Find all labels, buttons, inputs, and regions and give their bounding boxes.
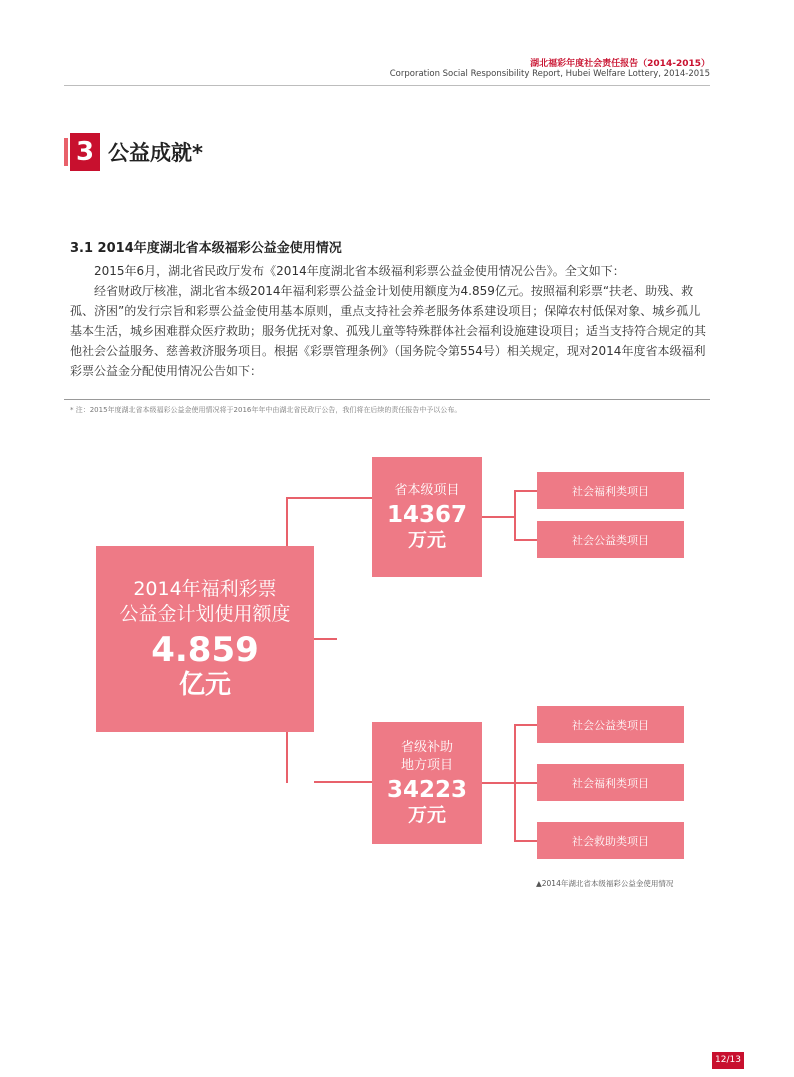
branch1-box (372, 457, 482, 577)
connector-branch2-item3 (514, 840, 537, 842)
branch2-box (372, 722, 482, 844)
connector-root-down (286, 732, 288, 783)
connector-branch2-item1 (514, 724, 537, 726)
branch1-item-public: 社会公益类项目 (537, 521, 684, 558)
connector-branch1-out (482, 516, 515, 518)
root-amount: 4.859 (151, 630, 259, 670)
section-accent-bar (64, 138, 68, 166)
paragraph-intro: 2015年6月，湖北省民政厅发布《2014年度湖北省本级福利彩票公益金使用情况公告》。全文如下： (94, 264, 625, 278)
branch1-unit: 万元 (407, 529, 446, 551)
branch2-title-line1: 省级补助 (400, 740, 453, 755)
branch2-item-welfare: 社会福利类项目 (537, 764, 684, 801)
root-label-line2: 公益金计划使用额度 (119, 603, 291, 625)
section-number: 3 (70, 133, 100, 171)
paragraph-body: 经省财政厅核准，湖北省本级2014年福利彩票公益金计划使用额度为4.859亿元。按照福利彩票“扶老、助残、救孤、济困”的发行宗旨和彩票公益金使用基本原则，重点支持社会养老服务体系建设项目；保障农村低保对象、城乡孤儿基本生活，城乡困难群众医疗救助；服务优抚对象、孤残儿童等特殊群体社会福利设施建设项目；适当支持符合规定的其他社会公益服务、慈善救济服务项目。根据《彩票管理条例》（国务院令第554号）相关规定，现对2014年度省本级福利彩票公益金分配使用情况公告如下： (70, 284, 707, 378)
root-label-line1: 2014年福利彩票 (133, 578, 277, 600)
root-box (96, 546, 314, 732)
connector-to-branch1 (286, 497, 372, 499)
root-unit: 亿元 (178, 670, 231, 700)
section-title: 公益成就* (108, 141, 203, 165)
branch2-item-public: 社会公益类项目 (537, 706, 684, 743)
branch1-item-welfare: 社会福利类项目 (537, 472, 684, 509)
footnote: * 注：2015年度湖北省本级福彩公益金使用情况将于2016年年中由湖北省民政厅公告，我们将在后续的责任报告中予以公布。 (70, 406, 462, 414)
branch1-title: 省本级项目 (394, 483, 460, 498)
subsection-title: 3.1 2014年度湖北省本级福彩公益金使用情况 (70, 241, 342, 256)
branch2-amount: 34223 (386, 777, 468, 803)
connector-branch2-out (482, 782, 515, 784)
connector-branch1-item1 (514, 490, 537, 492)
header-divider (64, 85, 710, 86)
diagram-caption: ▲2014年湖北省本级福彩公益金使用情况 (536, 879, 674, 888)
connector-branch1-item2 (514, 539, 537, 541)
report-title-cn: 湖北福彩年度社会责任报告（2014-2015） (530, 59, 710, 69)
report-title-en: Corporation Social Responsibility Report, Hubei Welfare Lottery, 2014-2015 (389, 69, 710, 79)
connector-branch1-vertical (514, 490, 516, 541)
connector-branch2-item2 (514, 782, 537, 784)
branch1-amount: 14367 (386, 502, 468, 528)
page-number: 12/13 (712, 1052, 744, 1069)
branch2-title-line2: 地方项目 (400, 758, 453, 773)
connector-root-up (286, 497, 288, 546)
branch2-unit: 万元 (407, 804, 446, 826)
connector-root-branch2 (314, 781, 372, 783)
footnote-divider (64, 399, 710, 400)
branch2-item-relief: 社会救助类项目 (537, 822, 684, 859)
connector-root-out (314, 638, 337, 640)
